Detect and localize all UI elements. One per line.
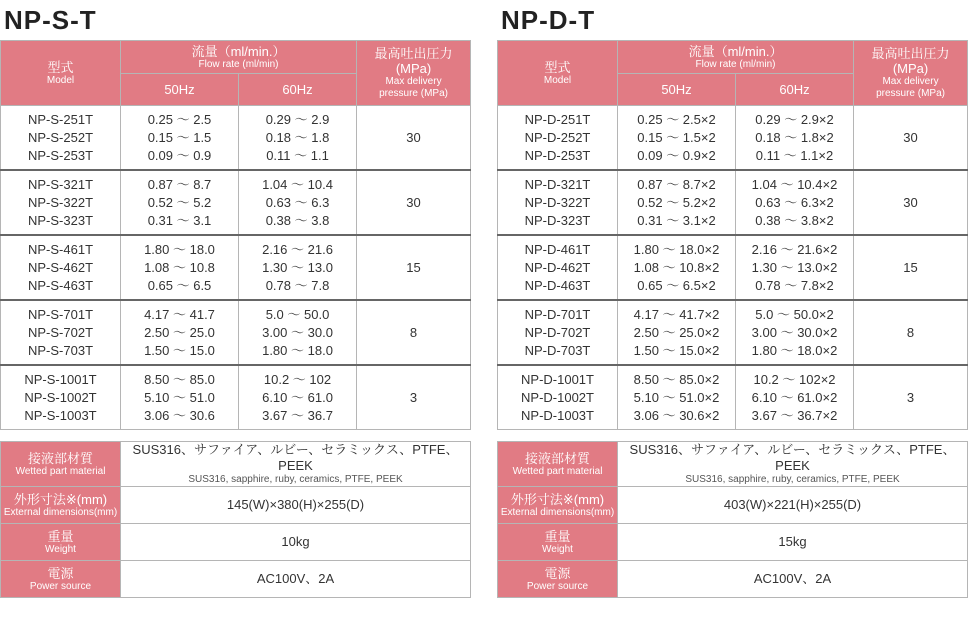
info-value <box>618 442 968 487</box>
flow-50hz-cell <box>618 300 736 365</box>
50hz-header: 50Hz <box>618 74 736 106</box>
model-cell-line: NP-S-703T <box>27 342 94 358</box>
info-value-en: SUS316, sapphire, ruby, ceramics, PTFE, PEEK <box>188 474 403 485</box>
flow-50hz-cell-line: 0.15 ～ 1.5×2 <box>637 129 716 145</box>
pressure-cell: 3 <box>854 365 968 430</box>
flow-50hz-cell-line: 0.31 ～ 3.1 <box>147 212 212 228</box>
info-value-text: 145(W)×380(H)×255(D) <box>226 497 365 512</box>
flow-60hz-cell-line: 10.2 ～ 102×2 <box>753 371 836 387</box>
panel-title: NP-S-T <box>4 5 97 35</box>
flow-60hz-cell-line: 1.04 ～ 10.4×2 <box>751 176 838 192</box>
flow-rate-header: 流量（ml/min.） Flow rate (ml/min) <box>618 41 854 74</box>
flow-50hz-cell <box>618 170 736 235</box>
model-cell-line: NP-S-251T <box>27 111 94 127</box>
info-label <box>1 561 121 598</box>
model-group-row <box>498 365 968 430</box>
info-value-text: AC100V、2A <box>753 571 832 586</box>
flow-60hz-cell-line: 2.16 ～ 21.6 <box>262 241 333 257</box>
info-value <box>121 487 471 524</box>
flow-50hz-cell-line: 3.06 ～ 30.6×2 <box>633 407 720 423</box>
model-cell-line: NP-S-1003T <box>24 407 97 423</box>
model-group-row <box>1 300 471 365</box>
model-cell-line: NP-S-461T <box>27 241 94 257</box>
flow-60hz-cell-line: 0.18 ～ 1.8 <box>265 129 330 145</box>
flow-50hz-cell <box>121 300 239 365</box>
flow-60hz-cell <box>239 235 357 300</box>
info-label-jp: 重量 <box>544 528 571 544</box>
info-label-jp: 電源 <box>544 565 571 581</box>
model-group-row <box>498 170 968 235</box>
model-cell <box>498 235 618 300</box>
flow-60hz-cell <box>736 170 854 235</box>
info-label-en: External dimensions(mm) <box>3 506 118 518</box>
model-cell <box>498 170 618 235</box>
info-label-jp: 外形寸法※(mm) <box>13 491 108 507</box>
50hz-header: 50Hz <box>121 74 239 106</box>
flow-60hz-cell-line: 0.11 ～ 1.1 <box>266 147 329 163</box>
info-label <box>498 561 618 598</box>
model-cell <box>498 365 618 430</box>
flow-60hz-cell <box>239 106 357 171</box>
model-cell <box>498 300 618 365</box>
flow-50hz-cell-line: 0.09 ～ 0.9 <box>147 147 212 163</box>
model-group-row <box>1 170 471 235</box>
flow-50hz-cell-line: 1.50 ～ 15.0×2 <box>633 342 720 358</box>
info-label-en: Power source <box>29 580 92 592</box>
info-value-text: 403(W)×221(H)×255(D) <box>723 497 862 512</box>
info-table <box>0 441 471 598</box>
flow-60hz-cell-line: 3.00 ～ 30.0 <box>262 324 333 340</box>
flow-60hz-cell-line: 0.11 ～ 1.1×2 <box>755 147 834 163</box>
flow-60hz-cell-line: 0.38 ～ 3.8×2 <box>755 212 834 228</box>
60hz-header: 60Hz <box>736 74 854 106</box>
model-cell-line: NP-S-322T <box>27 194 94 210</box>
info-value-text: 15kg <box>778 534 807 549</box>
model-group-row <box>498 300 968 365</box>
pressure-cell: 8 <box>854 300 968 365</box>
pressure-cell: 3 <box>357 365 471 430</box>
flow-50hz-cell-line: 0.25 ～ 2.5 <box>147 111 212 127</box>
flow-60hz-cell-line: 1.30 ～ 13.0 <box>262 259 333 275</box>
flow-60hz-cell-line: 3.00 ～ 30.0×2 <box>751 324 838 340</box>
pressure-header: 最高吐出圧力 (MPa) Max delivery pressure (MPa) <box>357 41 471 106</box>
flow-50hz-cell <box>121 235 239 300</box>
panel-title: NP-D-T <box>501 5 596 35</box>
flow-50hz-cell-line: 1.08 ～ 10.8 <box>144 259 215 275</box>
flow-60hz-cell-line: 0.29 ～ 2.9 <box>265 111 330 127</box>
flow-60hz-cell-line: 0.18 ～ 1.8×2 <box>755 129 834 145</box>
info-value <box>618 487 968 524</box>
info-label-en: External dimensions(mm) <box>500 506 615 518</box>
model-group-row <box>1 235 471 300</box>
info-value-text: 10kg <box>281 534 310 549</box>
info-label <box>1 487 121 524</box>
flow-60hz-cell-line: 3.67 ～ 36.7×2 <box>751 407 838 423</box>
info-label-jp: 接液部材質 <box>27 450 93 466</box>
flow-60hz-cell-line: 0.78 ～ 7.8×2 <box>755 277 834 293</box>
info-label-en: Wetted part material <box>15 465 106 477</box>
flow-50hz-cell-line: 8.50 ～ 85.0×2 <box>633 371 720 387</box>
flow-50hz-cell-line: 0.87 ～ 8.7×2 <box>637 176 716 192</box>
model-cell-line: NP-D-253T <box>524 147 591 163</box>
flow-50hz-cell-line: 0.09 ～ 0.9×2 <box>637 147 716 163</box>
flow-50hz-cell-line: 0.65 ～ 6.5 <box>147 277 212 293</box>
flow-50hz-cell-line: 0.25 ～ 2.5×2 <box>637 111 716 127</box>
model-cell-line: NP-D-702T <box>524 324 591 340</box>
pressure-cell: 15 <box>854 235 968 300</box>
info-label-jp: 電源 <box>47 565 74 581</box>
info-row <box>1 442 471 487</box>
flow-60hz-cell-line: 0.63 ～ 6.3×2 <box>755 194 834 210</box>
spec-table <box>497 40 968 430</box>
info-value-en: SUS316, sapphire, ruby, ceramics, PTFE, PEEK <box>685 474 900 485</box>
model-group-row <box>1 365 471 430</box>
60hz-header: 60Hz <box>239 74 357 106</box>
flow-50hz-cell <box>121 170 239 235</box>
flow-rate-header: 流量（ml/min.） Flow rate (ml/min) <box>121 41 357 74</box>
model-cell-line: NP-S-701T <box>27 306 94 322</box>
flow-50hz-cell-line: 1.80 ～ 18.0×2 <box>633 241 720 257</box>
model-group-row <box>498 106 968 171</box>
model-cell <box>1 106 121 171</box>
flow-60hz-cell-line: 6.10 ～ 61.0 <box>262 389 333 405</box>
flow-50hz-cell-line: 5.10 ～ 51.0 <box>144 389 215 405</box>
info-label <box>498 487 618 524</box>
flow-60hz-cell <box>239 300 357 365</box>
flow-60hz-cell <box>736 365 854 430</box>
model-cell-line: NP-D-1003T <box>521 407 594 423</box>
flow-50hz-cell-line: 0.65 ～ 6.5×2 <box>637 277 716 293</box>
flow-60hz-cell-line: 0.78 ～ 7.8 <box>265 277 330 293</box>
pressure-header: 最高吐出圧力 (MPa) Max delivery pressure (MPa) <box>854 41 968 106</box>
info-value-text: SUS316、サファイア、ルビー、セラミックス、PTFE、PEEK <box>629 442 956 473</box>
model-header: 型式 Model <box>498 41 618 106</box>
model-cell-line: NP-D-463T <box>524 277 591 293</box>
info-label-jp: 重量 <box>47 528 74 544</box>
spec-table <box>0 40 471 430</box>
pressure-cell: 30 <box>854 170 968 235</box>
pressure-cell: 8 <box>357 300 471 365</box>
info-row <box>1 524 471 561</box>
info-label <box>1 442 121 487</box>
flow-50hz-cell-line: 0.52 ～ 5.2 <box>147 194 212 210</box>
flow-50hz-cell-line: 0.31 ～ 3.1×2 <box>637 212 716 228</box>
model-cell-line: NP-S-702T <box>27 324 94 340</box>
flow-50hz-cell <box>618 106 736 171</box>
model-cell <box>498 106 618 171</box>
model-cell <box>1 170 121 235</box>
pressure-cell: 30 <box>357 170 471 235</box>
flow-60hz-cell-line: 1.80 ～ 18.0×2 <box>751 342 838 358</box>
model-cell-line: NP-S-462T <box>27 259 94 275</box>
flow-60hz-cell-line: 0.29 ～ 2.9×2 <box>755 111 834 127</box>
info-value <box>121 524 471 561</box>
info-label-jp: 外形寸法※(mm) <box>510 491 605 507</box>
model-cell-line: NP-D-462T <box>524 259 591 275</box>
flow-50hz-cell <box>121 365 239 430</box>
info-label <box>1 524 121 561</box>
model-cell-line: NP-D-321T <box>524 176 591 192</box>
flow-60hz-cell <box>736 300 854 365</box>
flow-50hz-cell-line: 1.50 ～ 15.0 <box>144 342 215 358</box>
info-value <box>121 561 471 598</box>
model-cell-line: NP-D-251T <box>524 111 591 127</box>
model-cell-line: NP-S-253T <box>27 147 94 163</box>
flow-50hz-cell-line: 0.15 ～ 1.5 <box>147 129 212 145</box>
model-cell <box>1 300 121 365</box>
flow-50hz-cell <box>618 365 736 430</box>
model-cell-line: NP-D-1001T <box>521 371 594 387</box>
flow-60hz-cell-line: 1.30 ～ 13.0×2 <box>751 259 838 275</box>
flow-60hz-cell <box>239 170 357 235</box>
info-label-jp: 接液部材質 <box>524 450 590 466</box>
flow-60hz-cell-line: 1.80 ～ 18.0 <box>262 342 333 358</box>
info-row <box>498 487 968 524</box>
info-label-en: Power source <box>526 580 589 592</box>
info-value <box>618 561 968 598</box>
flow-60hz-cell-line: 3.67 ～ 36.7 <box>262 407 333 423</box>
info-label-en: Weight <box>45 543 76 555</box>
info-row <box>1 487 471 524</box>
model-cell-line: NP-D-461T <box>524 241 591 257</box>
info-value <box>618 524 968 561</box>
pressure-cell: 15 <box>357 235 471 300</box>
flow-50hz-cell-line: 0.87 ～ 8.7 <box>147 176 212 192</box>
info-table <box>497 441 968 598</box>
info-label-en: Wetted part material <box>512 465 603 477</box>
flow-50hz-cell-line: 5.10 ～ 51.0×2 <box>633 389 720 405</box>
flow-50hz-cell-line: 0.52 ～ 5.2×2 <box>637 194 716 210</box>
flow-50hz-cell <box>618 235 736 300</box>
flow-50hz-cell-line: 1.08 ～ 10.8×2 <box>633 259 720 275</box>
flow-60hz-cell-line: 5.0 ～ 50.0 <box>265 306 330 322</box>
model-cell-line: NP-S-323T <box>27 212 94 228</box>
info-label <box>498 442 618 487</box>
info-value-text: AC100V、2A <box>256 571 335 586</box>
model-group-row <box>1 106 471 171</box>
flow-60hz-cell <box>736 235 854 300</box>
pressure-cell: 30 <box>357 106 471 171</box>
pressure-cell: 30 <box>854 106 968 171</box>
model-cell-line: NP-D-701T <box>524 306 591 322</box>
info-label <box>498 524 618 561</box>
flow-60hz-cell-line: 10.2 ～ 102 <box>263 371 332 387</box>
model-cell <box>1 365 121 430</box>
flow-50hz-cell-line: 2.50 ～ 25.0 <box>144 324 215 340</box>
model-cell-line: NP-D-1002T <box>521 389 594 405</box>
info-row <box>498 561 968 598</box>
model-cell-line: NP-S-463T <box>27 277 94 293</box>
flow-60hz-cell <box>239 365 357 430</box>
flow-60hz-cell-line: 0.63 ～ 6.3 <box>265 194 330 210</box>
info-row <box>498 524 968 561</box>
model-cell-line: NP-S-1002T <box>24 389 97 405</box>
model-cell-line: NP-D-322T <box>524 194 591 210</box>
spec-panel-np-s-t <box>0 0 470 598</box>
model-cell-line: NP-S-321T <box>27 176 94 192</box>
flow-60hz-cell-line: 0.38 ～ 3.8 <box>265 212 330 228</box>
flow-50hz-cell <box>121 106 239 171</box>
model-cell-line: NP-D-252T <box>524 129 591 145</box>
info-value-text: SUS316、サファイア、ルビー、セラミックス、PTFE、PEEK <box>132 442 459 473</box>
info-label-en: Weight <box>542 543 573 555</box>
model-group-row <box>498 235 968 300</box>
flow-50hz-cell-line: 1.80 ～ 18.0 <box>144 241 215 257</box>
model-cell-line: NP-D-703T <box>524 342 591 358</box>
flow-50hz-cell-line: 2.50 ～ 25.0×2 <box>633 324 720 340</box>
flow-50hz-cell-line: 3.06 ～ 30.6 <box>144 407 215 423</box>
info-value <box>121 442 471 487</box>
flow-50hz-cell-line: 4.17 ～ 41.7×2 <box>633 306 720 322</box>
flow-60hz-cell-line: 1.04 ～ 10.4 <box>262 176 333 192</box>
info-row <box>1 561 471 598</box>
info-row <box>498 442 968 487</box>
flow-50hz-cell-line: 8.50 ～ 85.0 <box>144 371 215 387</box>
flow-60hz-cell-line: 2.16 ～ 21.6×2 <box>751 241 838 257</box>
spec-panel-np-d-t <box>497 0 967 598</box>
model-header: 型式 Model <box>1 41 121 106</box>
model-cell-line: NP-S-1001T <box>24 371 97 387</box>
model-cell-line: NP-S-252T <box>27 129 94 145</box>
model-cell <box>1 235 121 300</box>
flow-50hz-cell-line: 4.17 ～ 41.7 <box>144 306 215 322</box>
flow-60hz-cell-line: 6.10 ～ 61.0×2 <box>751 389 838 405</box>
flow-60hz-cell <box>736 106 854 171</box>
model-cell-line: NP-D-323T <box>524 212 591 228</box>
flow-60hz-cell-line: 5.0 ～ 50.0×2 <box>755 306 834 322</box>
